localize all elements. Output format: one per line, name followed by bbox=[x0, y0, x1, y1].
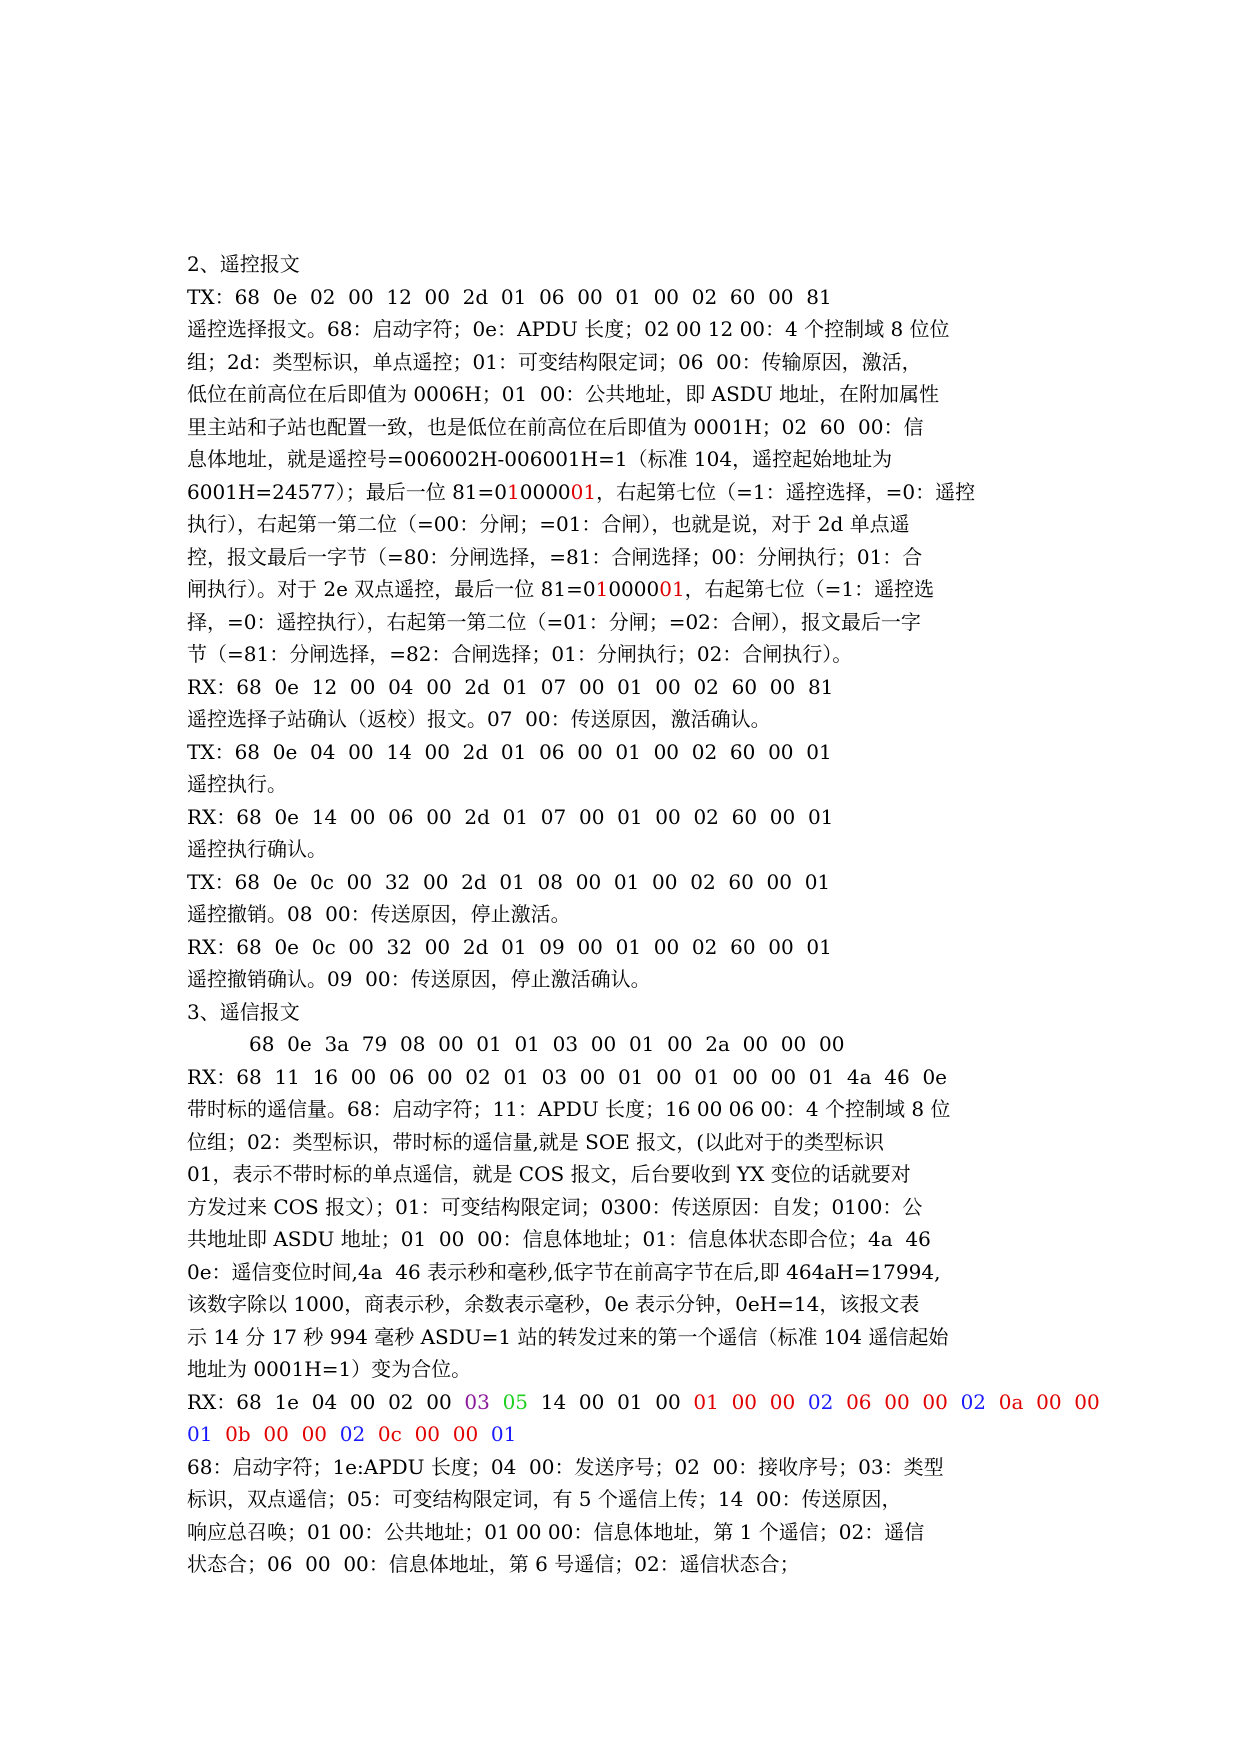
paragraph-line: 遥控撤销确认。09 00：传送原因，停止激活确认。 bbox=[187, 967, 651, 991]
paragraph-line: 执行），右起第一第二位（=00：分闸；=01：合闸），也就是说，对于 2d 单点遥 bbox=[187, 512, 910, 536]
paragraph-line: 闸执行）。对于 2e 双点遥控，最后一位 81=01000001，右起第七位（=1：遥控选 bbox=[187, 577, 935, 601]
rx-frame-execute-confirm: RX：68 0e 14 00 06 00 2d 01 07 00 01 00 02 60 00 01 bbox=[187, 804, 834, 829]
highlight-bit: 1 bbox=[595, 577, 609, 601]
paragraph-line: 遥控执行确认。 bbox=[187, 837, 327, 861]
paragraph-line: 节（=81：分闸选择，=82：合闸选择；01：分闸执行；02：合闸执行）。 bbox=[187, 642, 853, 666]
paragraph-line: 息体地址，就是遥控号=006002H-006001H=1（标准 104，遥控起始地址为 bbox=[187, 447, 893, 471]
paragraph-line: 择，=0：遥控执行），右起第一第二位（=01：分闸；=02：合闸），报文最后一字 bbox=[187, 609, 921, 634]
rx-frame-double-point-cont bbox=[187, 1418, 1057, 1451]
paragraph-line: 0e：遥信变位时间,4a 46 表示秒和毫秒,低字节在前高字节在后,即 464aH=17994, bbox=[187, 1259, 941, 1284]
paragraph-line: 遥控选择子站确认（返校）报文。07 00：传送原因，激活确认。 bbox=[187, 707, 771, 731]
ioa-highlight: 01 00 00 bbox=[693, 1389, 796, 1414]
section-heading-remote-control: 2、遥控报文 bbox=[187, 252, 300, 276]
section-heading-remote-signal: 3、遥信报文 bbox=[187, 999, 300, 1024]
rx-frame-soe: RX：68 11 16 00 06 00 02 01 03 00 01 00 01 00 00 01 4a 46 0e bbox=[187, 1064, 948, 1089]
paragraph-line: 遥控撤销。08 00：传送原因，停止激活。 bbox=[187, 902, 571, 926]
highlight-bit: 1 bbox=[507, 479, 520, 504]
ioa-highlight: 06 00 00 bbox=[846, 1389, 948, 1414]
tx-frame-execute: TX：68 0e 04 00 14 00 2d 01 06 00 01 00 02 60 00 01 bbox=[187, 739, 832, 764]
highlight-bit: 01 bbox=[570, 479, 597, 504]
status-highlight: 01 bbox=[490, 1422, 517, 1446]
paragraph-line: 共地址即 ASDU 地址；01 00 00：信息体地址；01：信息体状态即合位；4a 46 bbox=[187, 1227, 931, 1251]
status-highlight: 02 bbox=[960, 1389, 987, 1414]
status-highlight: 02 bbox=[807, 1389, 834, 1414]
ioa-highlight: 0a 00 00 bbox=[998, 1389, 1100, 1414]
paragraph-line: 组；2d：类型标识，单点遥控；01：可变结构限定词；06 00：传输原因，激活， bbox=[187, 349, 922, 374]
paragraph-line: 遥控选择报文。68：启动字符；0e：APDU 长度；02 00 12 00：4 个控制域 8 位位 bbox=[187, 317, 950, 341]
paragraph-line: 控，报文最后一字节（=80：分闸选择，=81：合闸选择；00：分闸执行；01：合 bbox=[187, 544, 923, 569]
highlight-bit: 01 bbox=[659, 577, 685, 601]
paragraph-line: 68：启动字符；1e:APDU 长度；04 00：发送序号；02 00：接收序号；03：类型 bbox=[187, 1454, 944, 1479]
paragraph-line: 里主站和子站也配置一致，也是低位在前高位在后即值为 0001H；02 60 00：信 bbox=[187, 414, 924, 439]
paragraph-line: 01，表示不带时标的单点遥信，就是 COS 报文，后台要收到 YX 变位的话就要对 bbox=[187, 1162, 911, 1186]
document-body bbox=[187, 248, 1100, 1581]
paragraph-line: 响应总召唤；01 00：公共地址；01 00 00：信息体地址，第 1 个遥信；02：遥信 bbox=[187, 1519, 925, 1544]
paragraph-line: 位组；02：类型标识，带时标的遥信量,就是 SOE 报文，(以此对于的类型标识 bbox=[187, 1129, 885, 1154]
paragraph-line: 示 14 分 17 秒 994 毫秒 ASDU=1 站的转发过来的第一个遥信（标准 104 遥信起始 bbox=[187, 1324, 949, 1349]
paragraph-line: 低位在前高位在后即值为 0006H；01 00：公共地址，即 ASDU 地址，在附加属性 bbox=[187, 382, 940, 406]
paragraph-line: 该数字除以 1000，商表示秒，余数表示毫秒，0e 表示分钟，0eH=14，该报文表 bbox=[187, 1292, 920, 1316]
paragraph-line: 标识，双点遥信；05：可变结构限定词，有 5 个遥信上传；14 00：传送原因， bbox=[187, 1487, 902, 1511]
paragraph-line: 遥控执行。 bbox=[187, 772, 287, 796]
paragraph-line: 带时标的遥信量。68：启动字符；11：APDU 长度；16 00 06 00：4 个控制域 8 位 bbox=[187, 1097, 951, 1121]
rx-frame-double-point: RX：68 1e 04 00 02 00 03 05 14 00 01 00 01 00 00 02 06 00 00 02 0a 00 00 bbox=[187, 1389, 1100, 1414]
paragraph-line: 方发过来 COS 报文）；01：可变结构限定词；0300：传送原因：自发；0100：公 bbox=[187, 1194, 923, 1219]
paragraph-line: 6001H=24577）；最后一位 81=01000001，右起第七位（=1：遥控选择，=0：遥控 bbox=[187, 479, 976, 504]
ioa-highlight: 0c 00 00 bbox=[377, 1422, 479, 1446]
frame-line-indented: 68 0e 3a 79 08 00 01 01 03 00 01 00 2a 00 00 00 bbox=[249, 1032, 845, 1056]
rx-frame-cancel-confirm: RX：68 0e 0c 00 32 00 2d 01 09 00 01 00 02 60 00 01 bbox=[187, 934, 832, 959]
type-id-highlight: 03 bbox=[464, 1389, 490, 1414]
paragraph-line: 状态合；06 00 00：信息体地址，第 6 号遥信；02：遥信状态合； bbox=[187, 1552, 800, 1576]
vsq-highlight: 05 bbox=[502, 1389, 529, 1414]
tx-frame-cancel: TX：68 0e 0c 00 32 00 2d 01 08 00 01 00 02 60 00 01 bbox=[187, 869, 831, 894]
status-highlight: 02 bbox=[339, 1422, 366, 1446]
status-highlight: 01 bbox=[187, 1422, 213, 1446]
rx-frame-select-confirm: RX：68 0e 12 00 04 00 2d 01 07 00 01 00 02 60 00 81 bbox=[187, 674, 834, 699]
tx-frame-select: TX：68 0e 02 00 12 00 2d 01 06 00 01 00 02 60 00 81 bbox=[187, 284, 832, 309]
paragraph-line: 地址为 0001H=1）变为合位。 bbox=[187, 1357, 472, 1381]
ioa-highlight: 0b 00 00 bbox=[225, 1422, 328, 1446]
